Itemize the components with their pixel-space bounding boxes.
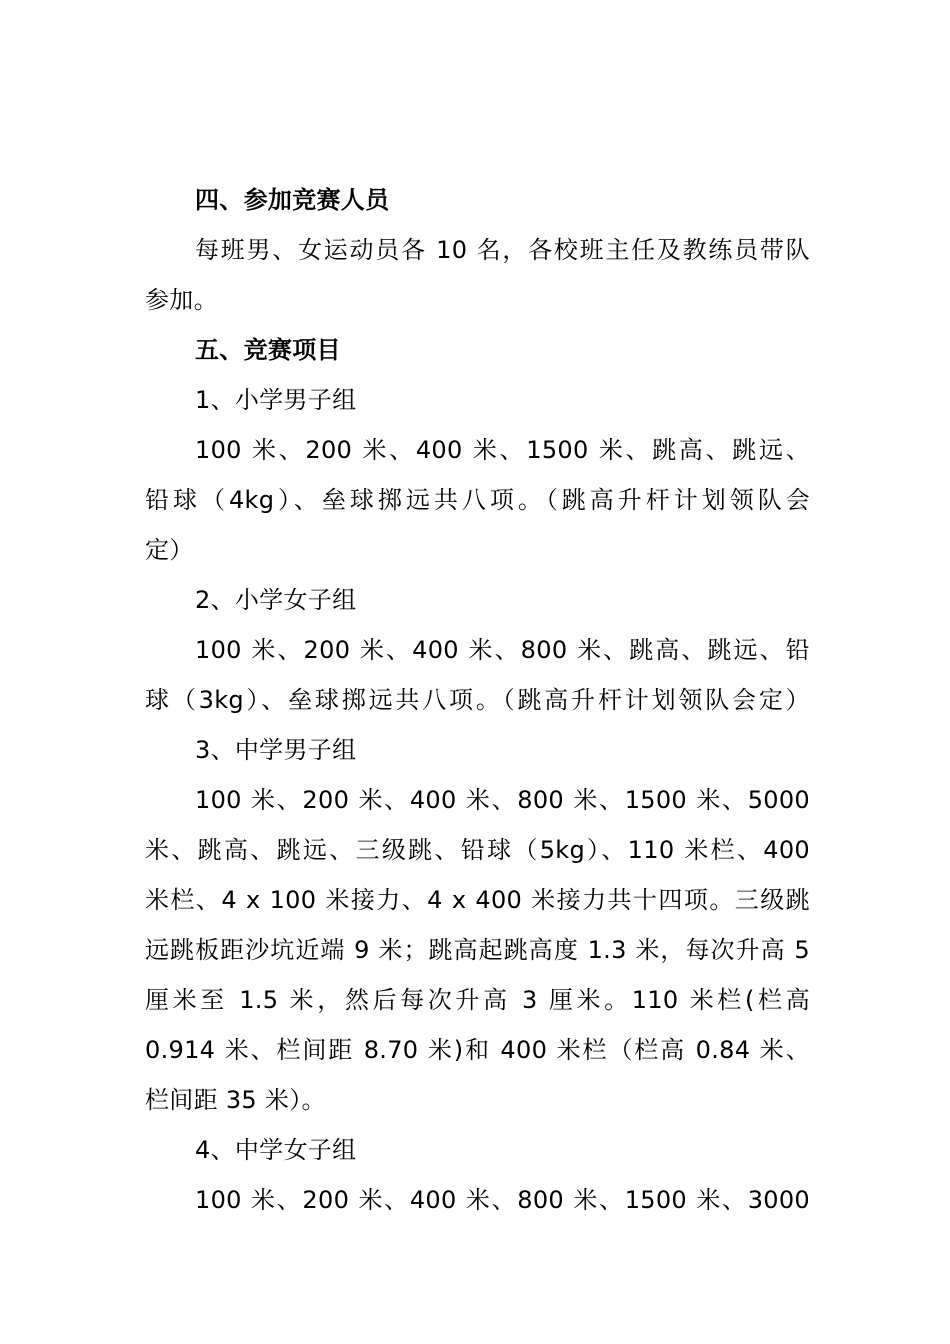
- section-5-heading: 五、竞赛项目: [195, 336, 341, 364]
- group-3-line: 米、跳高、跳远、三级跳、铅球（5kg）、110 米栏、400: [145, 836, 810, 864]
- group-1-line: 铅球（4kg）、垒球掷远共八项。（跳高升杆计划领队会: [145, 486, 810, 514]
- group-1-line: 定）: [145, 536, 194, 564]
- group-3-line: 栏间距 35 米）。: [145, 1086, 326, 1114]
- group-3-line: 远跳板距沙坑近端 9 米；跳高起跳高度 1.3 米，每次升高 5: [145, 936, 810, 964]
- group-4-line: 100 米、200 米、400 米、800 米、1500 米、3000: [195, 1186, 810, 1214]
- group-2-line: 球（3kg）、垒球掷远共八项。（跳高升杆计划领队会定）: [145, 686, 810, 714]
- section-4-paragraph-line: 参加。: [145, 286, 218, 314]
- section-4-paragraph-line: 每班男、女运动员各 10 名，各校班主任及教练员带队: [195, 236, 810, 264]
- group-3-line: 0.914 米、栏间距 8.70 米)和 400 米栏（栏高 0.84 米、: [145, 1036, 810, 1064]
- group-3-line: 100 米、200 米、400 米、800 米、1500 米、5000: [195, 786, 810, 814]
- group-1-title: 1、小学男子组: [195, 386, 357, 414]
- group-4-title: 4、中学女子组: [195, 1136, 357, 1164]
- group-3-title: 3、中学男子组: [195, 736, 357, 764]
- group-2-line: 100 米、200 米、400 米、800 米、跳高、跳远、铅: [195, 636, 810, 664]
- group-2-title: 2、小学女子组: [195, 586, 357, 614]
- group-3-line: 米栏、4 x 100 米接力、4 x 400 米接力共十四项。三级跳: [145, 886, 810, 914]
- group-1-line: 100 米、200 米、400 米、1500 米、跳高、跳远、: [195, 436, 810, 464]
- group-3-line: 厘米至 1.5 米，然后每次升高 3 厘米。110 米栏(栏高: [145, 986, 810, 1014]
- section-4-heading: 四、参加竞赛人员: [195, 186, 390, 214]
